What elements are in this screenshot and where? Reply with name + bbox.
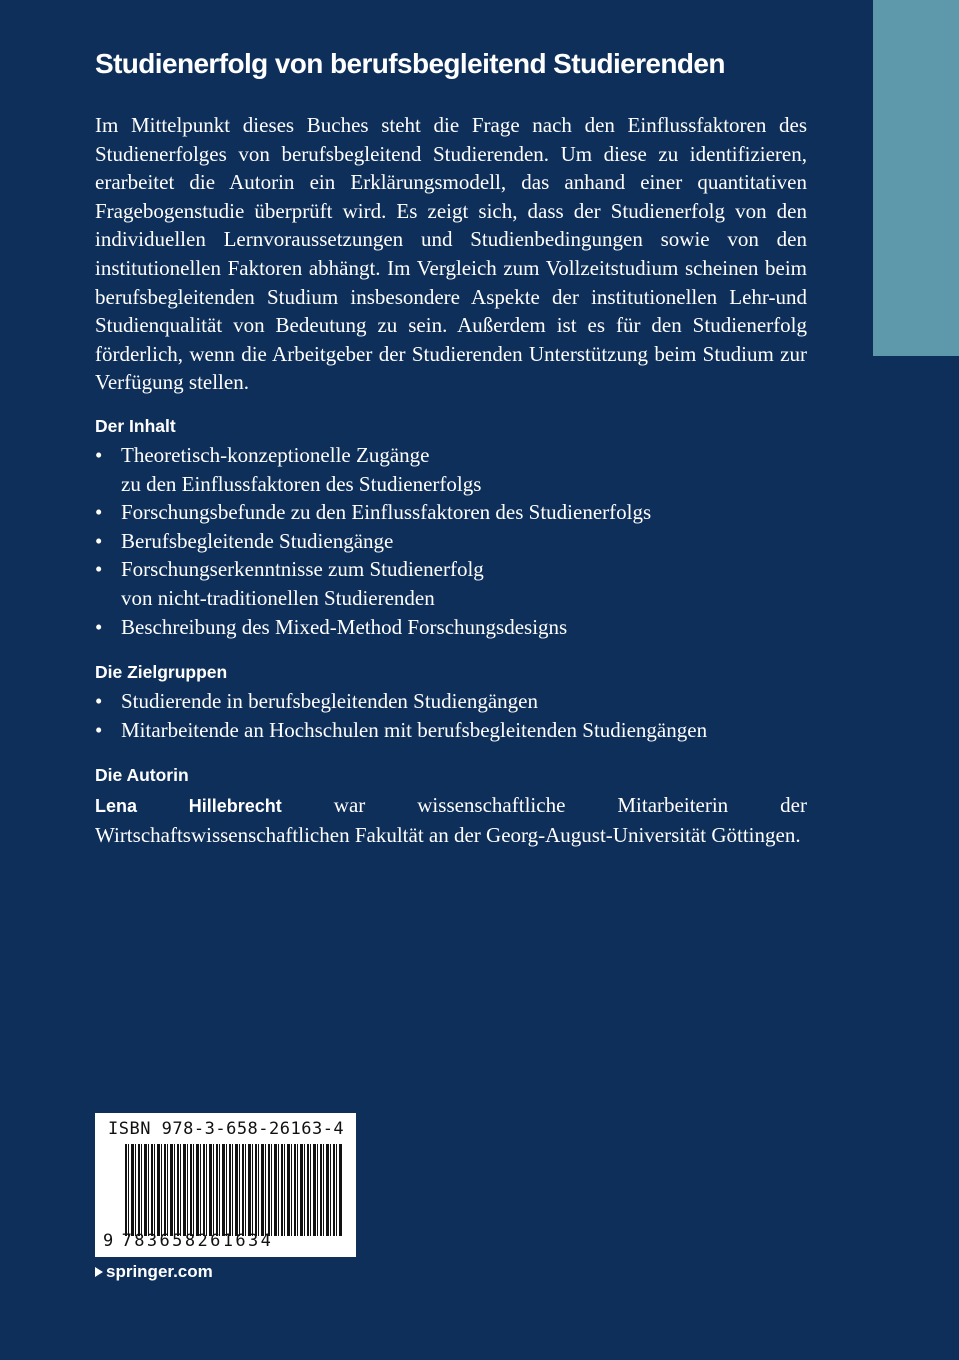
author-bio-text: war wissenschaftliche Mitarbeiterin der Wirtschaftswissenschaftlichen Fakultät an der Georg-August-Universität Göttingen.: [95, 793, 807, 847]
bullet-icon: •: [95, 717, 103, 742]
list-item-text: zu den Einflussfaktoren des Studienerfolgs: [121, 471, 482, 496]
barcode-bars: [125, 1144, 343, 1236]
barcode-digits: [103, 1230, 351, 1252]
isbn-barcode: [95, 1113, 356, 1257]
list-item-text: Studierende in berufsbegleitenden Studiengängen: [121, 689, 538, 714]
inhalt-list: [95, 441, 807, 641]
list-item-text: Beschreibung des Mixed-Method Forschungsdesigns: [121, 614, 568, 639]
barcode-number: 783658261634: [121, 1231, 274, 1251]
author-bio: [95, 791, 807, 849]
list-item-text: von nicht-traditionellen Studierenden: [121, 585, 435, 610]
bullet-icon: •: [95, 442, 103, 467]
author-name: Lena Hillebrecht: [95, 796, 282, 817]
barcode-lead-digit: 9: [103, 1231, 116, 1251]
list-item: [95, 716, 807, 745]
isbn-label: ISBN 978-3-658-26163-4: [108, 1119, 345, 1139]
publisher-link-text: springer.com: [106, 1262, 213, 1281]
heading-zielgruppen: Die Zielgruppen: [95, 662, 228, 683]
bullet-icon: •: [95, 500, 103, 525]
list-item-text: Forschungserkenntnisse zum Studienerfolg: [121, 557, 484, 582]
bullet-icon: •: [95, 557, 103, 582]
bullet-icon: •: [95, 689, 103, 714]
list-item: [95, 687, 807, 716]
zielgruppen-list: [95, 687, 807, 744]
play-icon: [95, 1267, 103, 1277]
heading-autorin: Die Autorin: [95, 765, 189, 786]
list-item-text: Forschungsbefunde zu den Einflussfaktoren des Studienerfolgs: [121, 500, 652, 525]
list-item: [95, 555, 807, 612]
list-item-text: Berufsbegleitende Studiengänge: [121, 528, 394, 553]
intro-text: Im Mittelpunkt dieses Buches steht die Frage nach den Einflussfaktoren des Studienerfolges von berufsbegleitend Studierenden. Um diese zu identifizieren, erarbeitet die Autorin ein Erklärungsmodell, das anhand einer quantitativen Fragebogenstudie überprüft wird. Es zeigt sich, dass der Studienerfolg von den individuellen Lernvoraussetzungen und Studienbedingungen sowie von den institutionellen Faktoren abhängt. Im Vergleich zum Vollzeitstudium scheinen beim berufsbegleitenden Studium insbesondere Aspekte der institutionellen Lehr-und Studienqualität von Bedeutung zu sein. Außerdem ist es für den Studienerfolg förderlich, wenn die Arbeitgeber der Studierenden Unterstützung beim Studium zur Verfügung stellen.: [95, 113, 807, 395]
accent-bar: [873, 0, 959, 356]
list-item-text: Theoretisch-konzeptionelle Zugänge: [121, 442, 430, 467]
list-item-text: Mitarbeitende an Hochschulen mit berufsbegleitenden Studiengängen: [121, 717, 708, 742]
list-item: [95, 498, 807, 527]
bullet-icon: •: [95, 528, 103, 553]
book-title: Studienerfolg von berufsbegleitend Studierenden: [95, 48, 725, 79]
publisher-link[interactable]: [95, 1262, 213, 1282]
heading-inhalt: Der Inhalt: [95, 415, 176, 436]
list-item: [95, 613, 807, 642]
bullet-icon: •: [95, 614, 103, 639]
list-item: [95, 441, 807, 498]
back-cover-content: [95, 111, 807, 849]
list-item: [95, 527, 807, 556]
